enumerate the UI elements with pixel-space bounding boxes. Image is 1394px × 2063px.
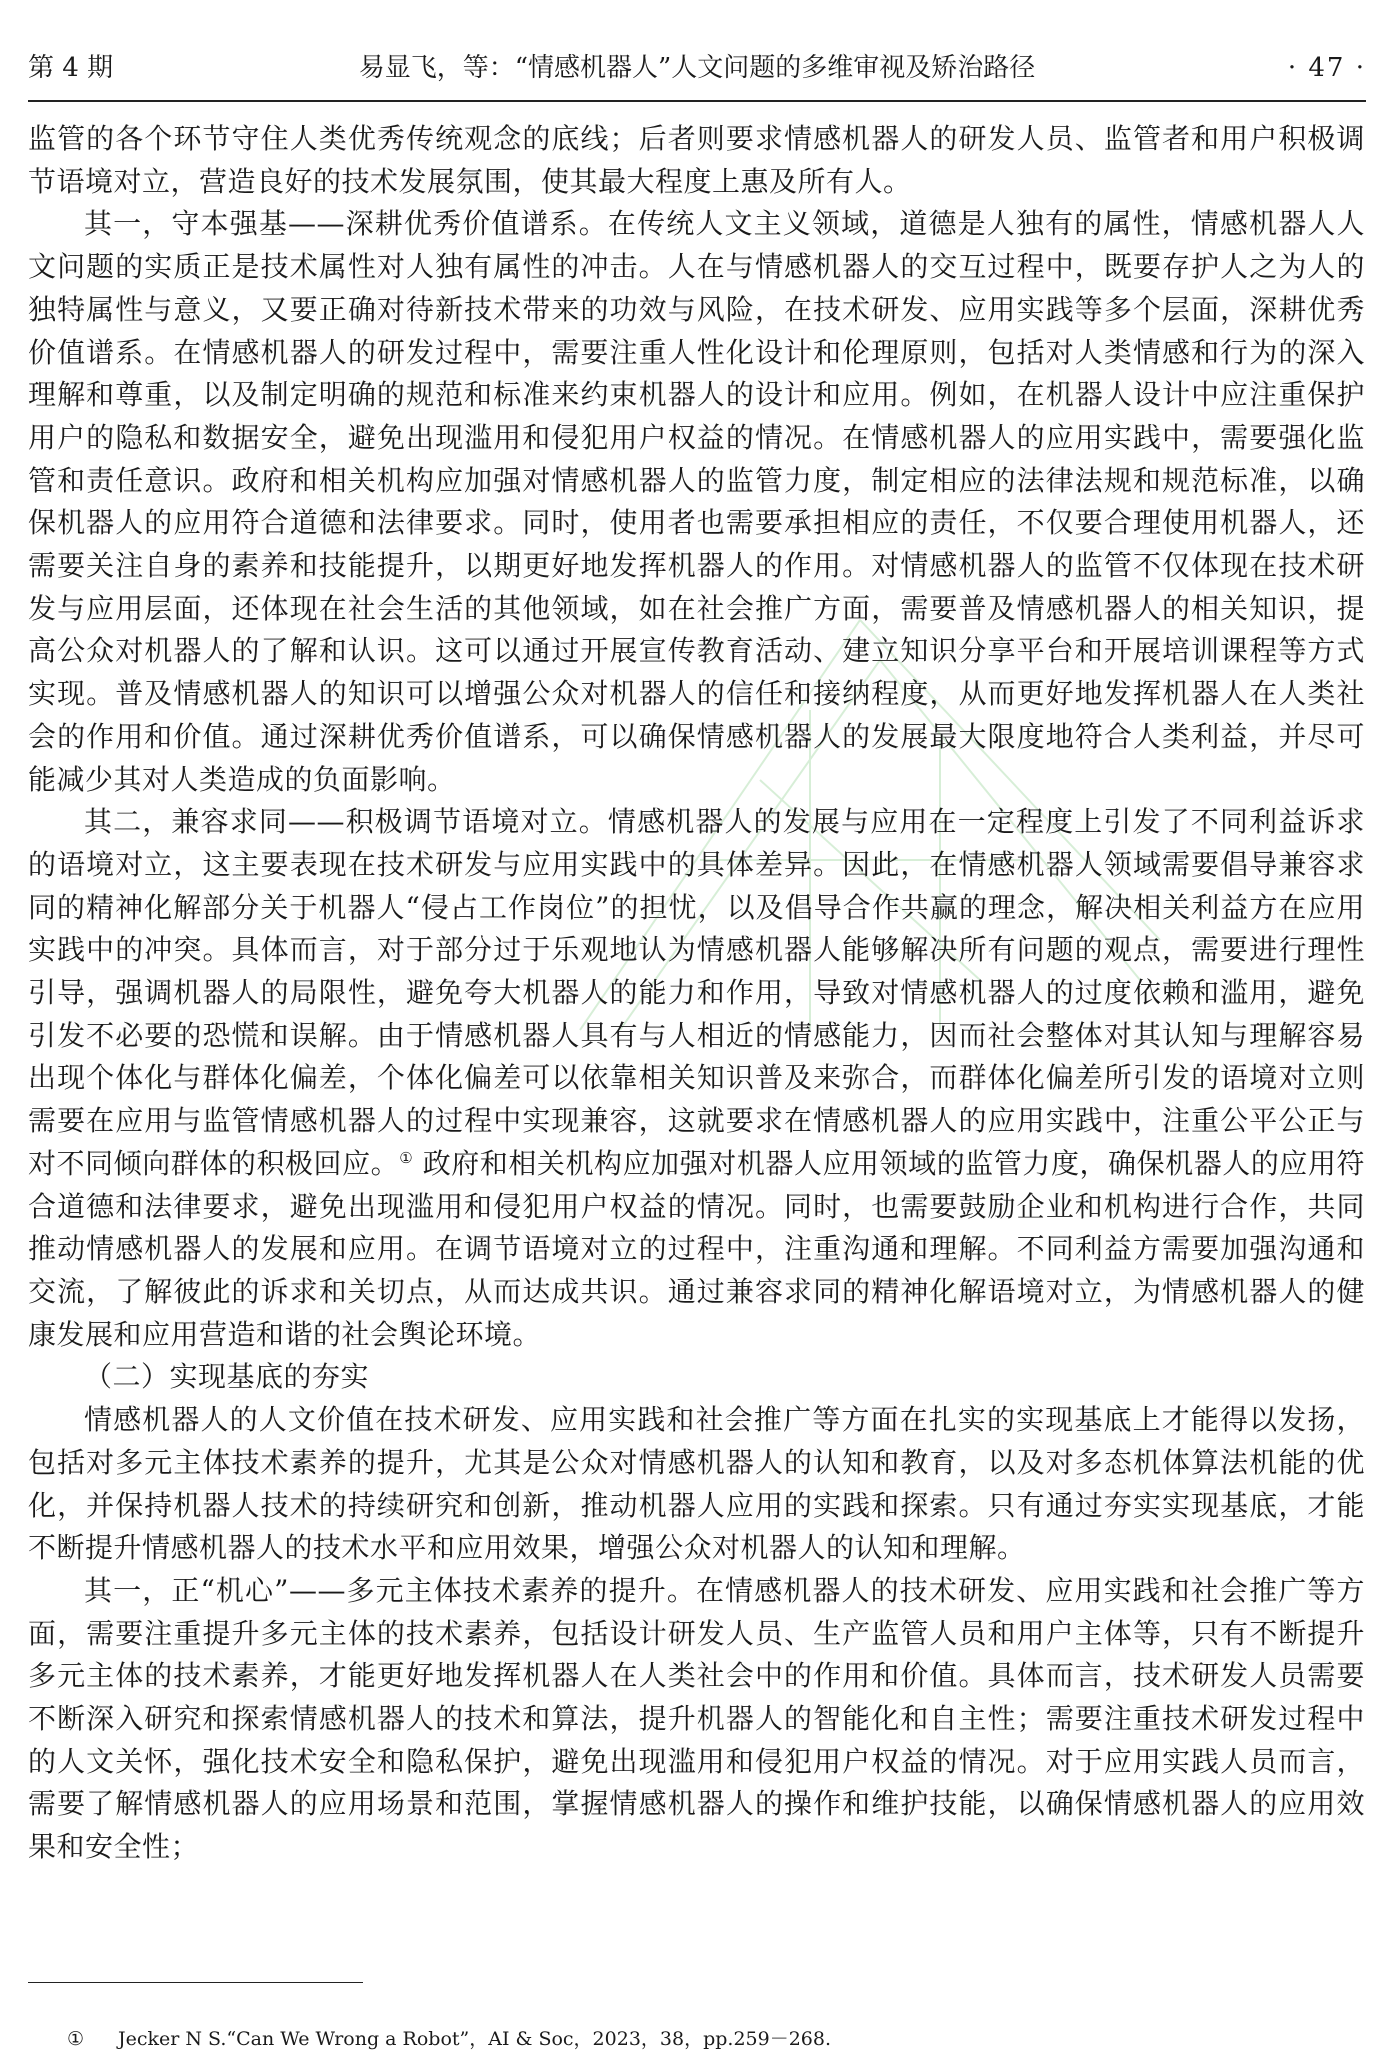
- paragraph-continuation: 监管的各个环节守住人类优秀传统观念的底线；后者则要求情感机器人的研发人员、监管者和用户积极调节语境对立，营造良好的技术发展氛围，使其最大程度上惠及所有人。: [28, 122, 1365, 198]
- paragraph-second-point-text: 其二，兼容求同——积极调节语境对立。情感机器人的发展与应用在一定程度上引发了不同利益诉求的语境对立，这主要表现在技术研发与应用实践中的具体差异。因此，在情感机器人领域需要倡导兼容求同的精神化解部分关于机器人“侵占工作岗位”的担忧，以及倡导合作共赢的理念，解决相关利益方在应用实践中的冲突。具体而言，对于部分过于乐观地认为情感机器人能够解决所有问题的观点，需要进行理性引导，强调机器人的局限性，避免夸大机器人的能力和作用，导致对情感机器人的过度依赖和滥用，避免引发不必要的恐慌和误解。由于情感机器人具有与人相近的情感能力，因而社会整体对其认知与理解容易出现个体化与群体化偏差，个体化偏差可以依靠相关知识普及来弥合，而群体化偏差所引发的语境对立则需要在应用与监管情感机器人的过程中实现兼容，这就要求在情感机器人的应用实践中，注重公平公正与对不同倾向群体的积极回应。: [28, 805, 1365, 1180]
- running-header: [28, 48, 1366, 88]
- paragraph-first-point: 其一，守本强基——深耕优秀价值谱系。在传统人文主义领域，道德是人独有的属性，情感机器人人文问题的实质正是技术属性对人独有属性的冲击。人在与情感机器人的交互过程中，既要存护人之为人的独特属性与意义，又要正确对待新技术带来的功效与风险，在技术研发、应用实践等多个层面，深耕优秀价值谱系。在情感机器人的研发过程中，需要注重人性化设计和伦理原则，包括对人类情感和行为的深入理解和尊重，以及制定明确的规范和标准来约束机器人的设计和应用。例如，在机器人设计中应注重保护用户的隐私和数据安全，避免出现滥用和侵犯用户权益的情况。在情感机器人的应用实践中，需要强化监管和责任意识。政府和相关机构应加强对情感机器人的监管力度，制定相应的法律法规和规范标准，以确保机器人的应用符合道德和法律要求。同时，使用者也需要承担相应的责任，不仅要合理使用机器人，还需要关注自身的素养和技能提升，以期更好地发挥机器人的作用。对情感机器人的监管不仅体现在技术研发与应用层面，还体现在社会生活的其他领域，如在社会推广方面，需要普及情感机器人的相关知识，提高公众对机器人的了解和认识。这可以通过开展宣传教育活动、建立知识分享平台和开展培训课程等方式实现。普及情感机器人的知识可以增强公众对机器人的信任和接纳程度，从而更好地发挥机器人在人类社会的作用和价值。通过深耕优秀价值谱系，可以确保情感机器人的发展最大限度地符合人类利益，并尽可能减少其对人类造成的负面影响。: [28, 207, 1365, 796]
- issue-label: 第 4 期: [28, 53, 114, 83]
- page-number: · 47 ·: [1287, 53, 1366, 83]
- footnote-rule: [28, 1982, 363, 1983]
- footnote-text: Jecker N S.“Can We Wrong a Robot”，AI & Soc，2023，38，pp.259－268.: [118, 2028, 832, 2050]
- section-subheading: （二）实现基底的夯实: [84, 1360, 370, 1394]
- article-body: [28, 118, 1365, 1869]
- paragraph-section-intro: 情感机器人的人文价值在技术研发、应用实践和社会推广等方面在扎实的实现基底上才能得以发扬，包括对多元主体技术素养的提升，尤其是公众对情感机器人的认知和教育，以及对多态机体算法机能的优化，并保持机器人技术的持续研究和创新，推动机器人应用的实践和探索。只有通过夯实实现基底，才能不断提升情感机器人的技术水平和应用效果，增强公众对机器人的认知和理解。: [28, 1403, 1365, 1565]
- paragraph-second-point: [28, 801, 1365, 1356]
- header-rule: [28, 100, 1366, 102]
- paragraph-third-point: 其一，正“机心”——多元主体技术素养的提升。在情感机器人的技术研发、应用实践和社会推广等方面，需要注重提升多元主体的技术素养，包括设计研发人员、生产监管人员和用户主体等，只有不断提升多元主体的技术素养，才能更好地发挥机器人在人类社会中的作用和价值。具体而言，技术研发人员需要不断深入研究和探索情感机器人的技术和算法，提升机器人的智能化和自主性；需要注重技术研发过程中的人文关怀，强化技术安全和隐私保护，避免出现滥用和侵犯用户权益的情况。对于应用实践人员而言，需要了解情感机器人的应用场景和范围，掌握情感机器人的操作和维护技能，以确保情感机器人的应用效果和安全性；: [28, 1573, 1365, 1864]
- footnote-reference[interactable]: ①: [399, 1148, 414, 1167]
- paragraph-second-point-continued: 政府和相关机构应加强对机器人应用领域的监管力度，确保机器人的应用符合道德和法律要求，避免出现滥用和侵犯用户权益的情况。同时，也需要鼓励企业和机构进行合作，共同推动情感机器人的发展和应用。在调节语境对立的过程中，注重沟通和理解。不同利益方需要加强沟通和交流，了解彼此的诉求和关切点，从而达成共识。通过兼容求同的精神化解语境对立，为情感机器人的健康发展和应用营造和谐的社会舆论环境。: [28, 1146, 1365, 1351]
- footnote-marker: ①: [67, 2028, 85, 2050]
- running-title: 易显飞，等：“情感机器人”人文问题的多维审视及矫治路径: [358, 53, 1036, 83]
